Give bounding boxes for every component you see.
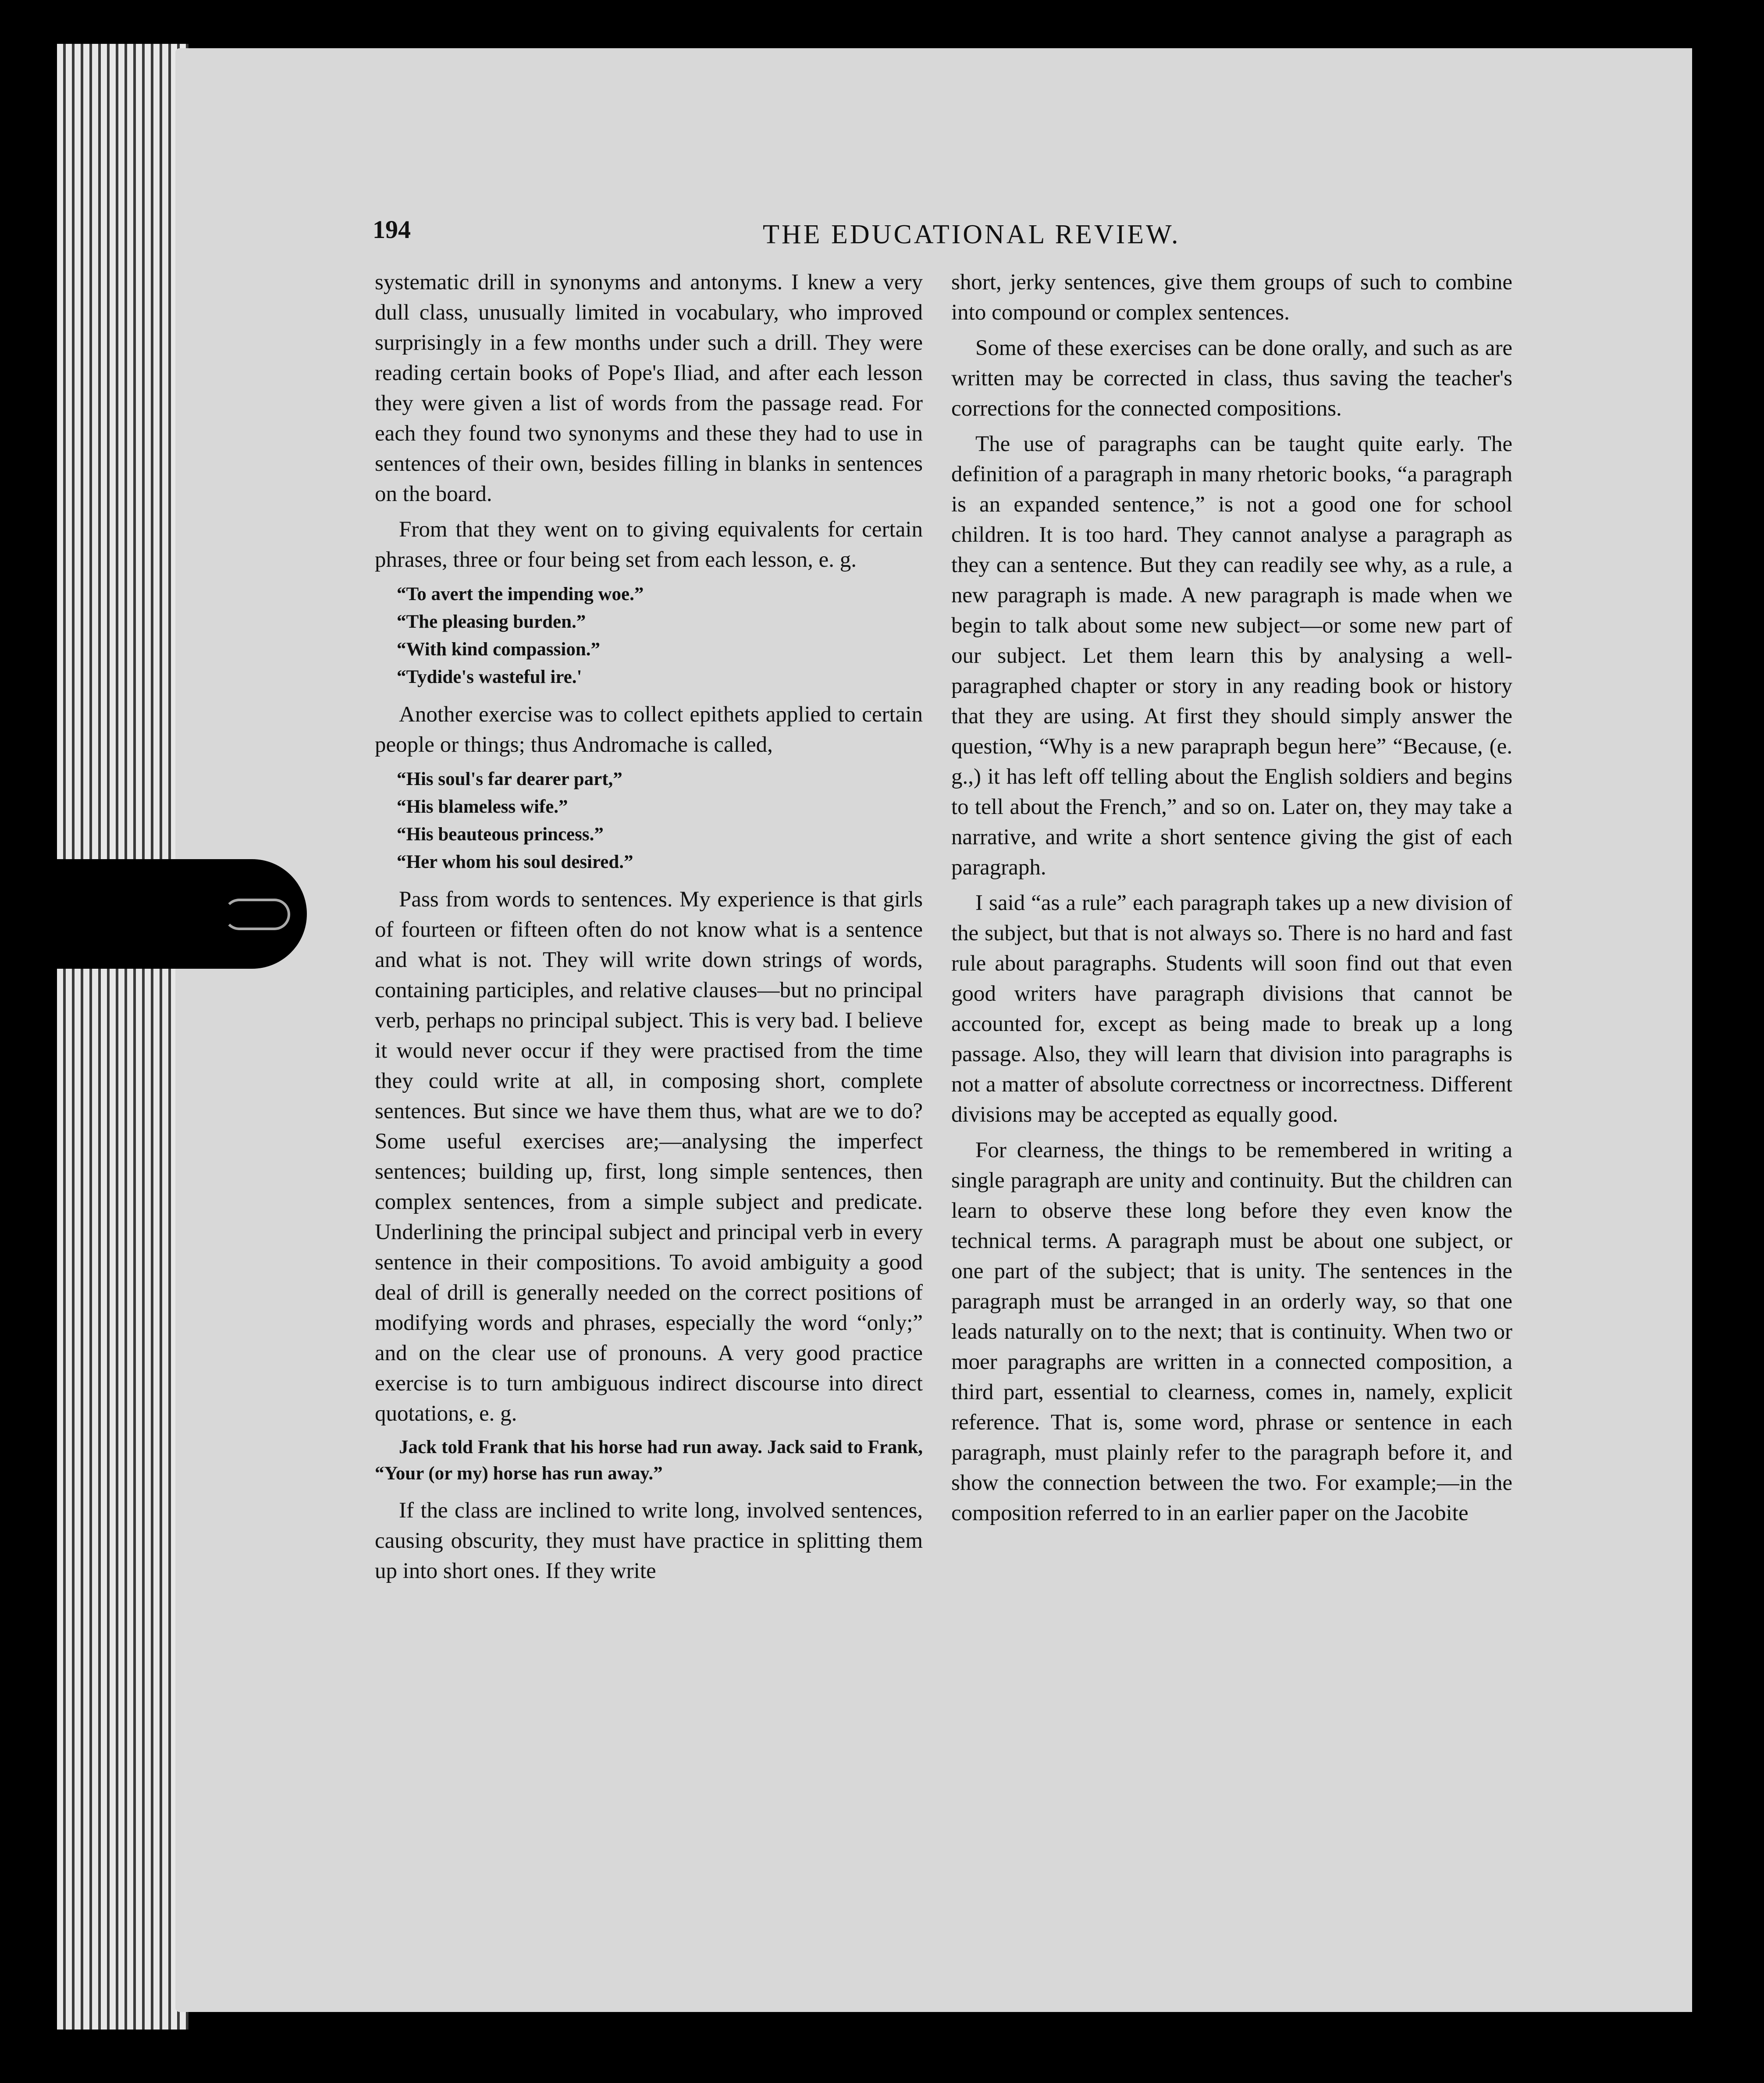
paragraph: Another exercise was to collect epithets applied to certain people or things; thus Andromache is called, bbox=[375, 702, 923, 757]
quote-line: “His beauteous princess.” bbox=[397, 824, 604, 845]
quote-line: “His soul's far dearer part,” bbox=[397, 769, 622, 789]
thumbnail-highlight bbox=[224, 899, 290, 930]
quotation-list bbox=[397, 580, 923, 691]
paragraph: I said “as a rule” each paragraph takes up a new division of the subject, but that is not always so. There is no hard and fast rule about paragraphs. Students will soon find out that even good writers have paragraph divisions that cannot be accounted for, except as being made to break up a long passage. Also, they will learn that division into paragraphs is not a matter of absolute correctness or incorrectness. Different divisions may be accepted as equally good. bbox=[951, 891, 1512, 1127]
quote-line: “To avert the impending woe.” bbox=[397, 584, 644, 604]
quote-line: “His blameless wife.” bbox=[397, 796, 568, 817]
quote-line: “The pleasing burden.” bbox=[397, 611, 586, 632]
paragraph: short, jerky sentences, give them groups of such to combine into compound or complex sentences. bbox=[951, 270, 1512, 325]
paragraph: Pass from words to sentences. My experience is that girls of fourteen or fifteen often do not know what is a sentence and what is not. They will write down strings of words, containing participles, and relative clauses—but no principal verb, perhaps no principal subject. This is very bad. I believe it would never occur if they were practised from the time they could write at all, in composing short, complete sentences. But since we have them thus, what are we to do? Some useful exercises are;—analysing the imperfect sentences; building up, first, long simple sentences, then complex sentences, from a simple subject and predicate. Underlining the principal subject and principal verb in every sentence in their compositions. To avoid ambiguity a good deal of drill is generally needed on the correct positions of modifying words and phrases, especially the word “only;” and on the clear use of pronouns. A very good practice exercise is to turn ambiguous indirect discourse into direct quotations, e. g. bbox=[375, 887, 923, 1426]
paragraph: systematic drill in synonyms and antonyms. I knew a very dull class, unusually limited in vocabulary, who improved surprisingly in a few months under such a drill. They were reading certain books of Pope's Iliad, and after each lesson they were given a list of words from the passage read. For each they found two synonyms and these they had to use in sentences of their own, besides filling in blanks in sentences on the board. bbox=[375, 270, 923, 506]
left-column bbox=[375, 267, 923, 1592]
quote-line: “With kind compassion.” bbox=[397, 639, 600, 660]
epithet-list bbox=[397, 765, 923, 876]
gutter-shadow bbox=[1692, 44, 1764, 2043]
book-page-edges bbox=[57, 44, 188, 2030]
quote-line: “Her whom his soul desired.” bbox=[397, 852, 633, 872]
paragraph: Some of these exercises can be done orally, and such as are written may be corrected in class, thus saving the teacher's corrections for the connected compositions. bbox=[951, 336, 1512, 421]
paragraph: If the class are inclined to write long, involved sentences, causing obscurity, they must have practice in splitting them up into short ones. If they write bbox=[375, 1498, 923, 1583]
paragraph: For clearness, the things to be remembered in writing a single paragraph are unity and continuity. But the children can learn to observe these long before they even know the technical terms. A paragraph must be about one subject, or one part of the subject; that is unity. The sentences in the paragraph must be arranged in an orderly way, so that one leads naturally on to the next; that is continuity. When two or moer paragraphs are written in a connected composition, a third part, essential to clearness, comes in, namely, explicit reference. That is, some word, phrase or sentence in each paragraph, must plainly refer to the paragraph before it, and show the connection between the two. For example;—in the composition referred to in an earlier paper on the Jacobite bbox=[951, 1138, 1512, 1525]
paragraph: The use of paragraphs can be taught quite early. The definition of a paragraph in many rhetoric books, “a paragraph is an expanded sentence,” is not a good one for school children. It is too hard. They cannot analyse a paragraph as they can a sentence. But they can readily see why, as a rule, a new paragraph is made. A new paragraph is made when we begin to talk about some new subject—or some new part of our subject. Let them learn this by analysing a well-paragraphed chapter or story in any reading book or history that they are using. At first they should simply answer the question, “Why is a new parapraph begun here” “Because, (e. g.,) it has left off telling about the English soldiers and begins to tell about the French,” and so on. Later on, they may take a narrative, and write a short sentence giving the gist of each paragraph. bbox=[951, 432, 1512, 880]
paragraph: From that they went on to giving equivalents for certain phrases, three or four being set from each lesson, e. g. bbox=[375, 517, 923, 572]
quote-line: “Tydide's wasteful ire.' bbox=[397, 667, 582, 687]
example-sentence: Jack told Frank that his horse had run away. Jack said to Frank, “Your (or my) horse has run away.” bbox=[375, 1437, 923, 1484]
page-number: 194 bbox=[373, 215, 411, 244]
right-column bbox=[951, 267, 1512, 1534]
running-head: THE EDUCATIONAL REVIEW. bbox=[763, 220, 1181, 249]
